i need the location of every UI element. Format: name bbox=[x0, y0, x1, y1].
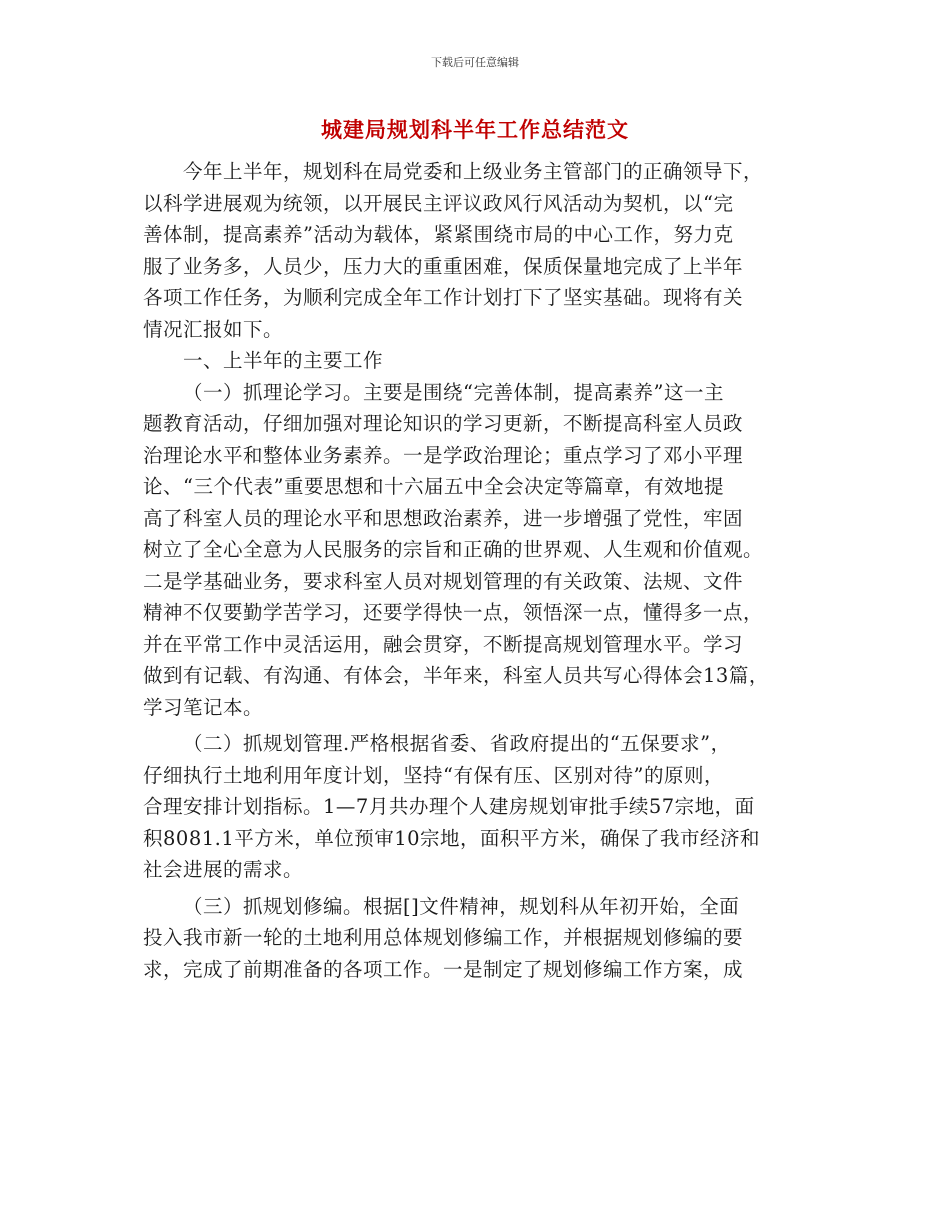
text-line: （二）抓规划管理.严格根据省委、省政府提出的“五保要求”， bbox=[183, 732, 731, 755]
document-body bbox=[143, 156, 813, 985]
text-line: 投入我市新一轮的土地利用总体规划修编工作，并根据规划修编的要 bbox=[143, 926, 744, 949]
text-line: 服了业务多，人员少，压力大的重重困难，保质保量地完成了上半年 bbox=[143, 254, 744, 278]
text-line: 做到有记载、有沟通、有体会，半年来，科室人员共写心得体会13篇， bbox=[143, 664, 769, 687]
text-line: 积8081.1平方米，单位预审10宗地，面积平方米，确保了我市经济和 bbox=[143, 826, 761, 850]
text-line: 题教育活动，仔细加强对理论知识的学习更新，不断提高科室人员政 bbox=[143, 412, 744, 435]
header-note: 下载后可任意编辑 bbox=[431, 56, 519, 69]
text-line: 仔细执行土地利用年度计划，坚持“有保有压、区别对待”的原则， bbox=[143, 763, 724, 787]
document-title: 城建局规划科半年工作总结范文 bbox=[321, 117, 629, 142]
text-line: 合理安排计划指标。1—7月共办理个人建房规划审批手续57宗地，面 bbox=[143, 795, 755, 818]
text-line: 二是学基础业务，要求科室人员对规划管理的有关政策、法规、文件 bbox=[143, 569, 744, 593]
text-line: 善体制，提高素养”活动为载体，紧紧围绕市局的中心工作，努力克 bbox=[143, 223, 734, 246]
text-line: 今年上半年，规划科在局党委和上级业务主管部门的正确领导下， bbox=[183, 160, 764, 183]
text-line: 树立了全心全意为人民服务的宗旨和正确的世界观、人生观和价值观。 bbox=[143, 538, 764, 561]
text-line: 论、“三个代表”重要思想和十六届五中全会决定等篇章，有效地提 bbox=[143, 475, 724, 498]
text-line: 高了科室人员的理论水平和思想政治素养，进一步增强了党性，牢固 bbox=[143, 506, 744, 530]
text-line: 治理论水平和整体业务素养。一是学政治理论；重点学习了邓小平理 bbox=[143, 443, 744, 467]
text-line: 各项工作任务，为顺利完成全年工作计划打下了坚实基础。现将有关 bbox=[143, 286, 744, 309]
text-line: 并在平常工作中灵活运用，融会贯穿，不断提高规划管理水平。学习 bbox=[143, 632, 744, 656]
text-line: （一）抓理论学习。主要是围绕“完善体制，提高素养”这一主 bbox=[183, 380, 724, 404]
text-line: 社会进展的需求。 bbox=[143, 858, 304, 881]
text-line: 学习笔记本。 bbox=[143, 695, 264, 719]
text-line: （三）抓规划修编。根据[]文件精神，规划科从年初开始，全面 bbox=[183, 894, 740, 918]
text-line: 以科学进展观为统领，以开展民主评议政风行风活动为契机，以“完 bbox=[143, 191, 734, 215]
text-line: 情况汇报如下。 bbox=[143, 317, 284, 341]
section-heading: 一、上半年的主要工作 bbox=[183, 349, 384, 372]
text-line: 精神不仅要勤学苦学习，还要学得快一点，领悟深一点，懂得多一点， bbox=[143, 601, 764, 624]
text-line: 求，完成了前期准备的各项工作。一是制定了规划修编工作方案，成 bbox=[143, 957, 744, 981]
